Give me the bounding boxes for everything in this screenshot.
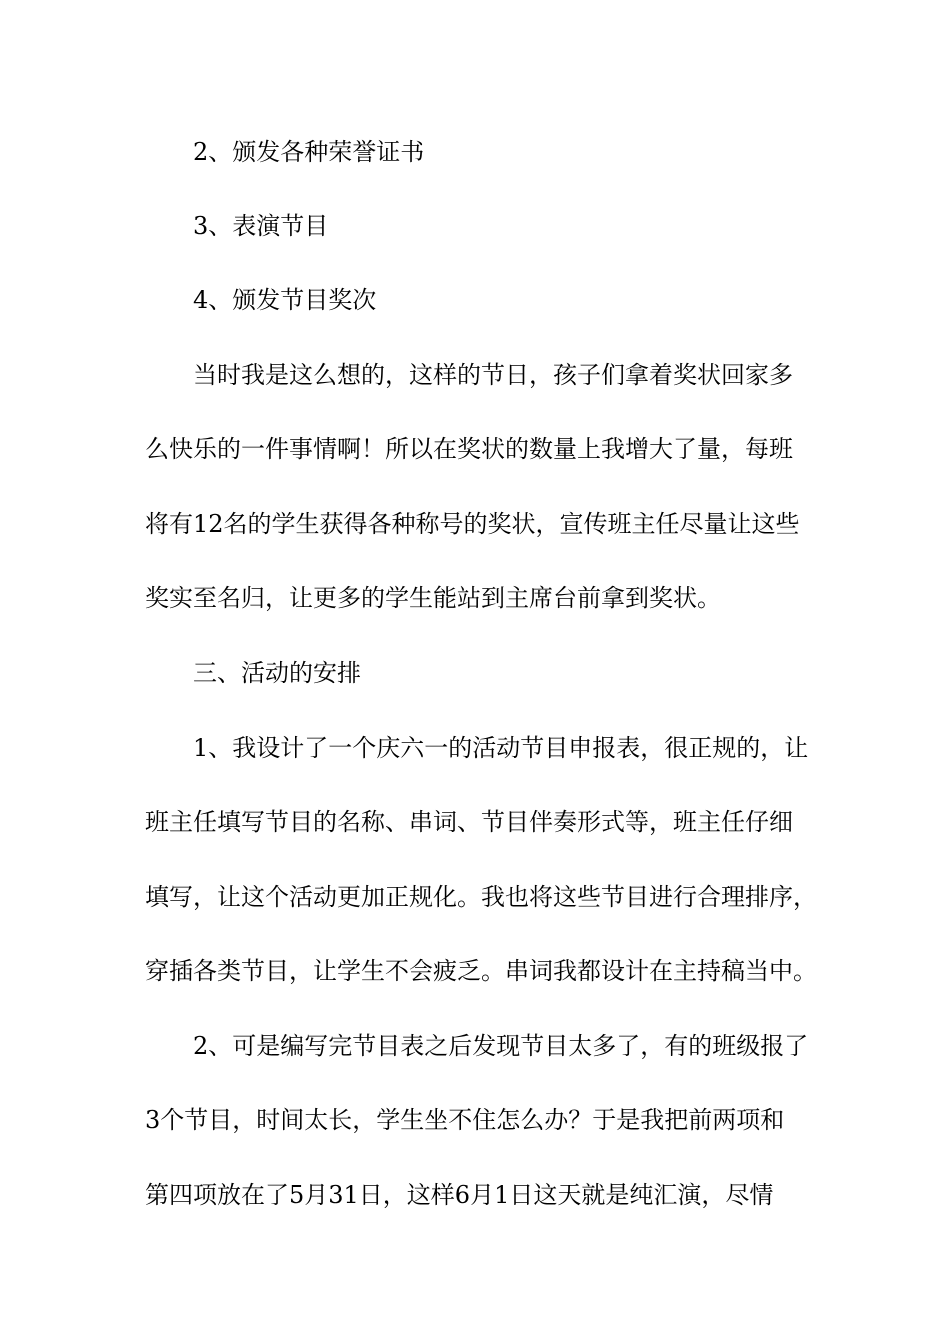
paragraph-line: 3个节目，时间太长，学生坐不住怎么办？于是我把前两项和 — [145, 1106, 785, 1134]
section-heading-activity-arrangement: 三、活动的安排 — [193, 659, 361, 687]
paragraph-line: 么快乐的一件事情啊！所以在奖状的数量上我增大了量，每班 — [145, 435, 793, 463]
list-item-perform-programs: 3、表演节目 — [193, 212, 329, 240]
paragraph-line: 1、我设计了一个庆六一的活动节目申报表，很正规的，让 — [193, 734, 809, 762]
list-item-award-program-ranks: 4、颁发节目奖次 — [193, 286, 377, 314]
paragraph-line: 穿插各类节目，让学生不会疲乏。串词我都设计在主持稿当中。 — [145, 957, 817, 985]
paragraph-line: 将有12名的学生获得各种称号的奖状，宣传班主任尽量让这些 — [145, 510, 800, 538]
paragraph-line: 当时我是这么想的，这样的节日，孩子们拿着奖状回家多 — [193, 361, 793, 389]
list-item-award-certificates: 2、颁发各种荣誉证书 — [193, 138, 425, 166]
paragraph-line: 奖实至名归，让更多的学生能站到主席台前拿到奖状。 — [145, 584, 721, 612]
paragraph-line: 2、可是编写完节目表之后发现节目太多了，有的班级报了 — [193, 1032, 809, 1060]
paragraph-line: 填写，让这个活动更加正规化。我也将这些节目进行合理排序， — [145, 883, 817, 911]
paragraph-line: 班主任填写节目的名称、串词、节目伴奏形式等，班主任仔细 — [145, 808, 793, 836]
paragraph-line: 第四项放在了5月31日，这样6月1日这天就是纯汇演，尽情 — [145, 1181, 774, 1209]
